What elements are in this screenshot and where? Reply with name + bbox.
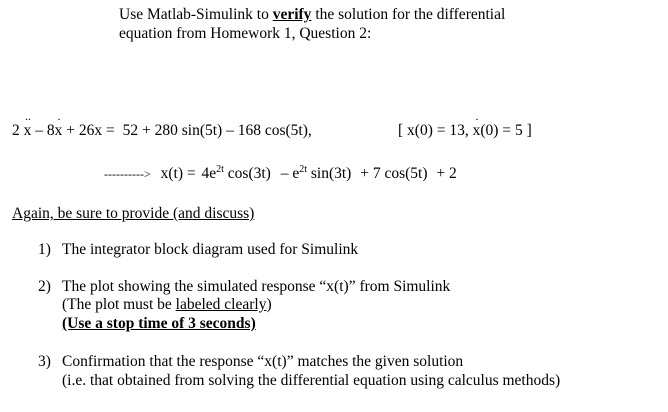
intro-line-1 bbox=[119, 6, 505, 24]
ic-close: 5 ] bbox=[514, 122, 532, 139]
intro-verify-emphasis: verify bbox=[272, 6, 312, 23]
eq-minus-8: – 8 bbox=[31, 122, 55, 139]
list-item-3 bbox=[38, 353, 463, 371]
differential-equation bbox=[12, 112, 312, 140]
solution-xt: x(t) = bbox=[160, 165, 196, 182]
intro-line-2: equation from Homework 1, Question 2: bbox=[119, 25, 372, 42]
list-item-3-line-2: (i.e. that obtained from solving the differential equation using calculus methods) bbox=[62, 372, 561, 389]
initial-conditions bbox=[398, 112, 532, 140]
list-number: 2) bbox=[38, 278, 51, 295]
list-item-text: The integrator block diagram used for Simulink bbox=[62, 241, 359, 258]
solution-term-2: – $e^{2t}$ sin(3t) bbox=[280, 163, 352, 182]
list-item-text: The plot showing the simulated response “x(t)” from Simulink bbox=[62, 278, 451, 295]
x-double-dot: ·· x bbox=[23, 112, 32, 139]
list-number: 3) bbox=[38, 353, 51, 370]
intro-suffix: the solution for the differential bbox=[311, 6, 506, 23]
x-dot: · x bbox=[54, 112, 63, 139]
labeled-clearly-emphasis: labeled clearly bbox=[175, 296, 267, 313]
solution-arrow: ----------> bbox=[104, 167, 151, 181]
list-item-text: Confirmation that the response “x(t)” matches the given solution bbox=[62, 353, 464, 370]
stop-time-note: (Use a stop time of 3 seconds) bbox=[62, 315, 256, 332]
solution-term-1: $4e^{2t}$ cos(3t) bbox=[201, 163, 271, 182]
solution-term-3: + 7 cos(5t) bbox=[360, 165, 428, 182]
again-heading: Again, be sure to provide (and discuss) bbox=[12, 205, 255, 222]
solution-term-4: + 2 bbox=[436, 165, 457, 182]
list-item-2 bbox=[38, 278, 450, 296]
eq-coef-2: 2 bbox=[12, 122, 20, 139]
intro-prefix: Use Matlab-Simulink to bbox=[119, 6, 273, 23]
ic-x0: [ x(0) = 13, bbox=[398, 122, 469, 139]
ic-xdot0: (0) = bbox=[480, 122, 512, 139]
list-number: 1) bbox=[38, 241, 51, 258]
eq-plus-26x: + 26x = bbox=[62, 122, 115, 139]
list-item-1 bbox=[38, 241, 358, 259]
solution-line bbox=[104, 165, 457, 183]
eq-rhs: 52 + 280 sin(5t) – 168 cos(5t), bbox=[122, 122, 312, 139]
list-item-2-line-2: (The plot must be labeled clearly) bbox=[62, 296, 272, 313]
ic-x-dot: · x bbox=[472, 112, 481, 139]
